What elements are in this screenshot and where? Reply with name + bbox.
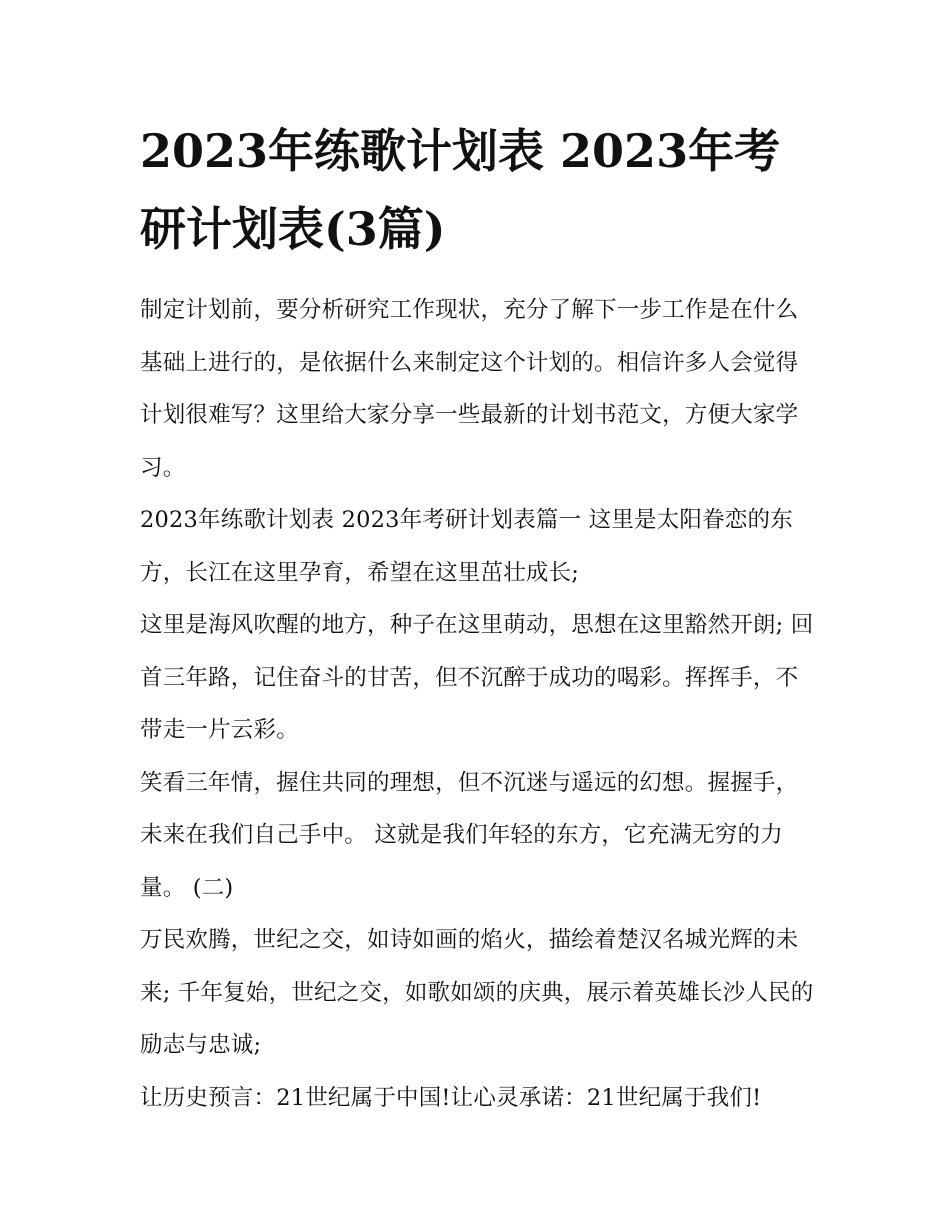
document-content <box>140 112 815 1124</box>
body-paragraph: 这里是海风吹醒的地方，种子在这里萌动，思想在这里豁然开朗; 回首三年路，记住奋斗的甘苦，但不沉醉于成功的喝彩。挥挥手，不带走一片云彩。 <box>140 612 814 743</box>
body-paragraph: 让历史预言：21世纪属于中国!让心灵承诺：21世纪属于我们! <box>140 1084 762 1111</box>
document-title: 2023年练歌计划表 2023年考研计划表(3篇) <box>140 124 781 256</box>
body-paragraph: 万民欢腾，世纪之交，如诗如画的焰火，描绘着楚汉名城光辉的未来; 千年复始，世纪之交，如歌如颂的庆典，展示着英雄长沙人民的励志与忠诚; <box>140 927 814 1058</box>
body-paragraph: 笑看三年情，握住共同的理想，但不沉迷与遥远的幻想。握握手，未来在我们自己手中。 这就是我们年轻的东方，它充满无穷的力量。 (二) <box>140 769 799 901</box>
intro-paragraph: 制定计划前，要分析研究工作现状，充分了解下一步工作是在什么基础上进行的，是依据什么来制定这个计划的。相信许多人会觉得计划很难写？这里给大家分享一些最新的计划书范文，方便大家学习。 <box>140 297 799 481</box>
body-paragraph: 2023年练歌计划表 2023年考研计划表篇一 这里是太阳眷恋的东方，长江在这里孕育，希望在这里茁壮成长; <box>140 507 793 586</box>
